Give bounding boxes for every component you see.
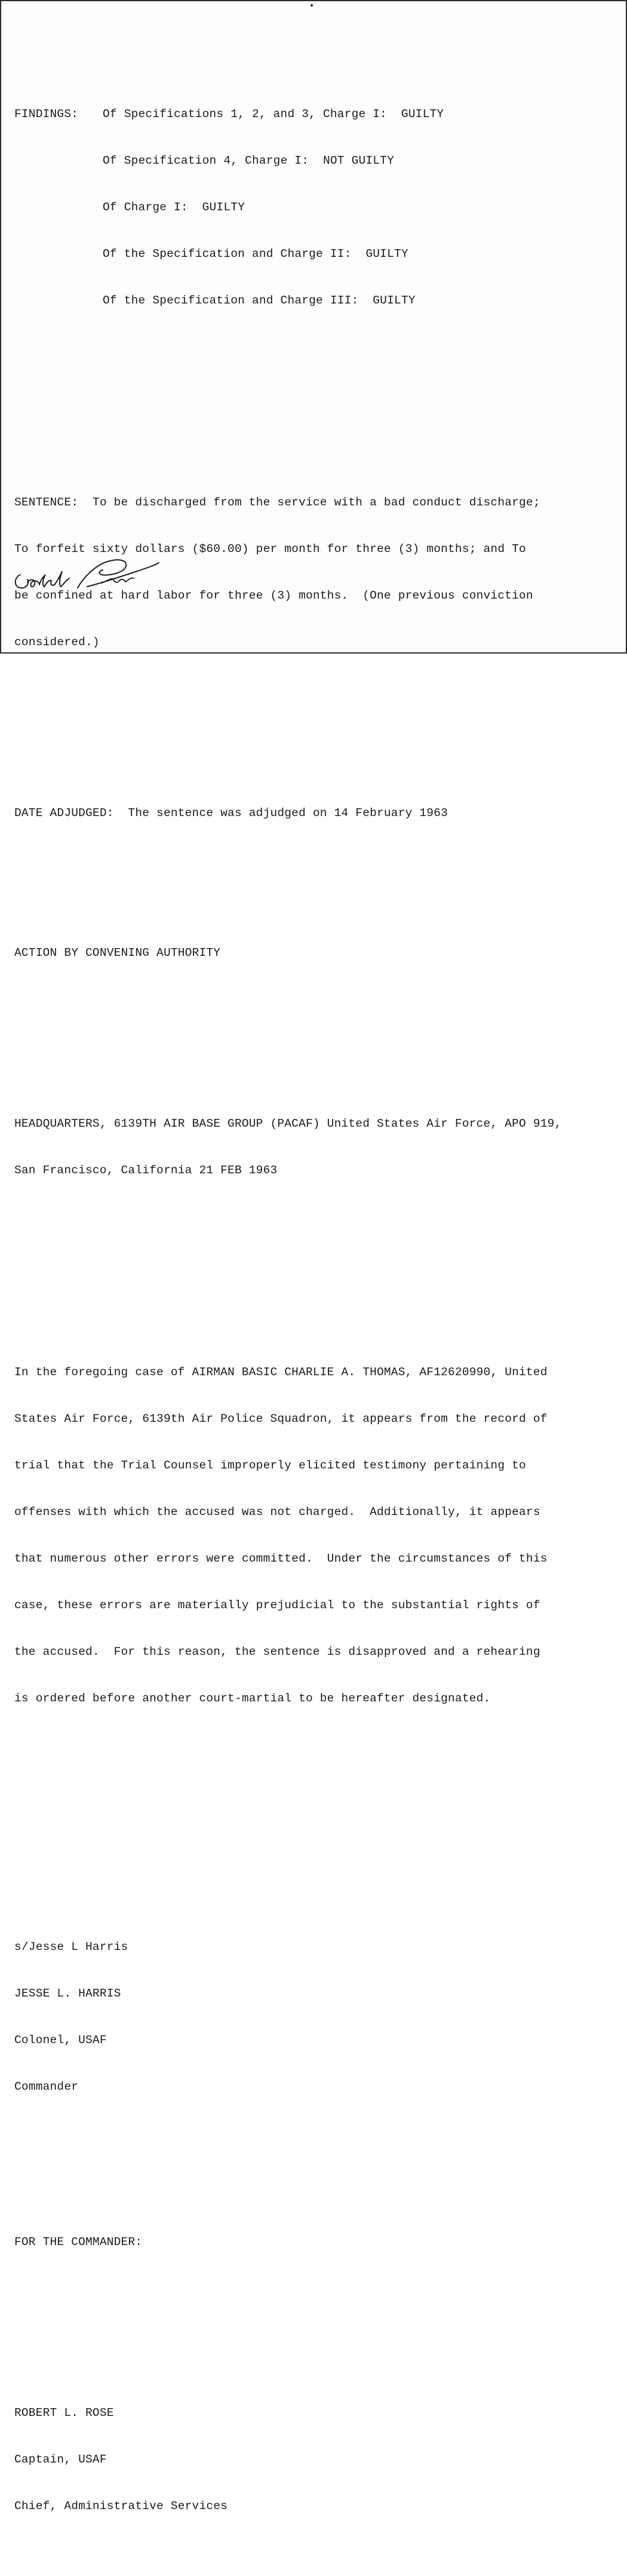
- headquarters-line: San Francisco, California 21 FEB 1963: [14, 1164, 278, 1177]
- signature-line: s/Jesse L Harris: [14, 1940, 128, 1954]
- signatory-title: Commander: [14, 2080, 79, 2093]
- signatory-rank: Captain, USAF: [14, 2453, 107, 2466]
- action-body-line: is ordered before another court-martial to be hereafter designated.: [14, 1692, 491, 1705]
- signatory-commander: [14, 1908, 617, 2126]
- headquarters-line: HEADQUARTERS, 6139TH AIR BASE GROUP (PACAF) United States Air Force, APO 919,: [14, 1117, 562, 1130]
- findings-label: FINDINGS:: [14, 108, 79, 121]
- findings-line: Of Charge I: GUILTY: [103, 201, 245, 214]
- action-body: [14, 1333, 617, 1737]
- signatory-rank: Colonel, USAF: [14, 2034, 107, 2047]
- action-body-line: trial that the Trial Counsel improperly elicited testimony pertaining to: [14, 1459, 526, 1472]
- document-body: [14, 13, 617, 2576]
- signatory-name: ROBERT L. ROSE: [14, 2406, 114, 2419]
- signatory-administrative: [14, 2374, 617, 2545]
- sentence-line: considered.): [14, 636, 100, 649]
- findings-line: Of Specifications 1, 2, and 3, Charge I: GUILTY: [103, 108, 444, 121]
- action-heading: ACTION BY CONVENING AUTHORITY: [14, 946, 221, 959]
- findings-line: Of Specification 4, Charge I: NOT GUILTY: [103, 154, 394, 167]
- sentence-line: SENTENCE: To be discharged from the service with a bad conduct discharge;: [14, 496, 540, 509]
- sentence-line: be confined at hard labor for three (3) months. (One previous conviction: [14, 589, 533, 602]
- for-commander-label: FOR THE COMMANDER:: [14, 2235, 143, 2249]
- findings-line: Of the Specification and Charge II: GUILTY: [103, 247, 408, 260]
- findings-section: [14, 75, 617, 339]
- findings-line: Of the Specification and Charge III: GUILTY: [103, 294, 416, 307]
- handwritten-signature: [12, 553, 161, 595]
- action-body-line: States Air Force, 6139th Air Police Squadron, it appears from the record of: [14, 1412, 548, 1425]
- signatory-name: JESSE L. HARRIS: [14, 1987, 121, 2000]
- headquarters-section: [14, 1085, 617, 1209]
- action-body-line: the accused. For this reason, the sentence is disapproved and a rehearing: [14, 1645, 540, 1658]
- action-body-line: In the foregoing case of AIRMAN BASIC CHARLIE A. THOMAS, AF12620990, United: [14, 1366, 548, 1379]
- action-body-line: that numerous other errors were committed. Under the circumstances of this: [14, 1552, 548, 1565]
- date-adjudged: DATE ADJUDGED: The sentence was adjudged on 14 February 1963: [14, 806, 448, 820]
- action-body-line: offenses with which the accused was not charged. Additionally, it appears: [14, 1505, 540, 1519]
- sentence-line: To forfeit sixty dollars ($60.00) per month for three (3) months; and To: [14, 542, 526, 556]
- signatory-title: Chief, Administrative Services: [14, 2500, 228, 2513]
- action-body-line: case, these errors are materially prejudicial to the substantial rights of: [14, 1599, 540, 1612]
- ink-dot: [311, 4, 313, 7]
